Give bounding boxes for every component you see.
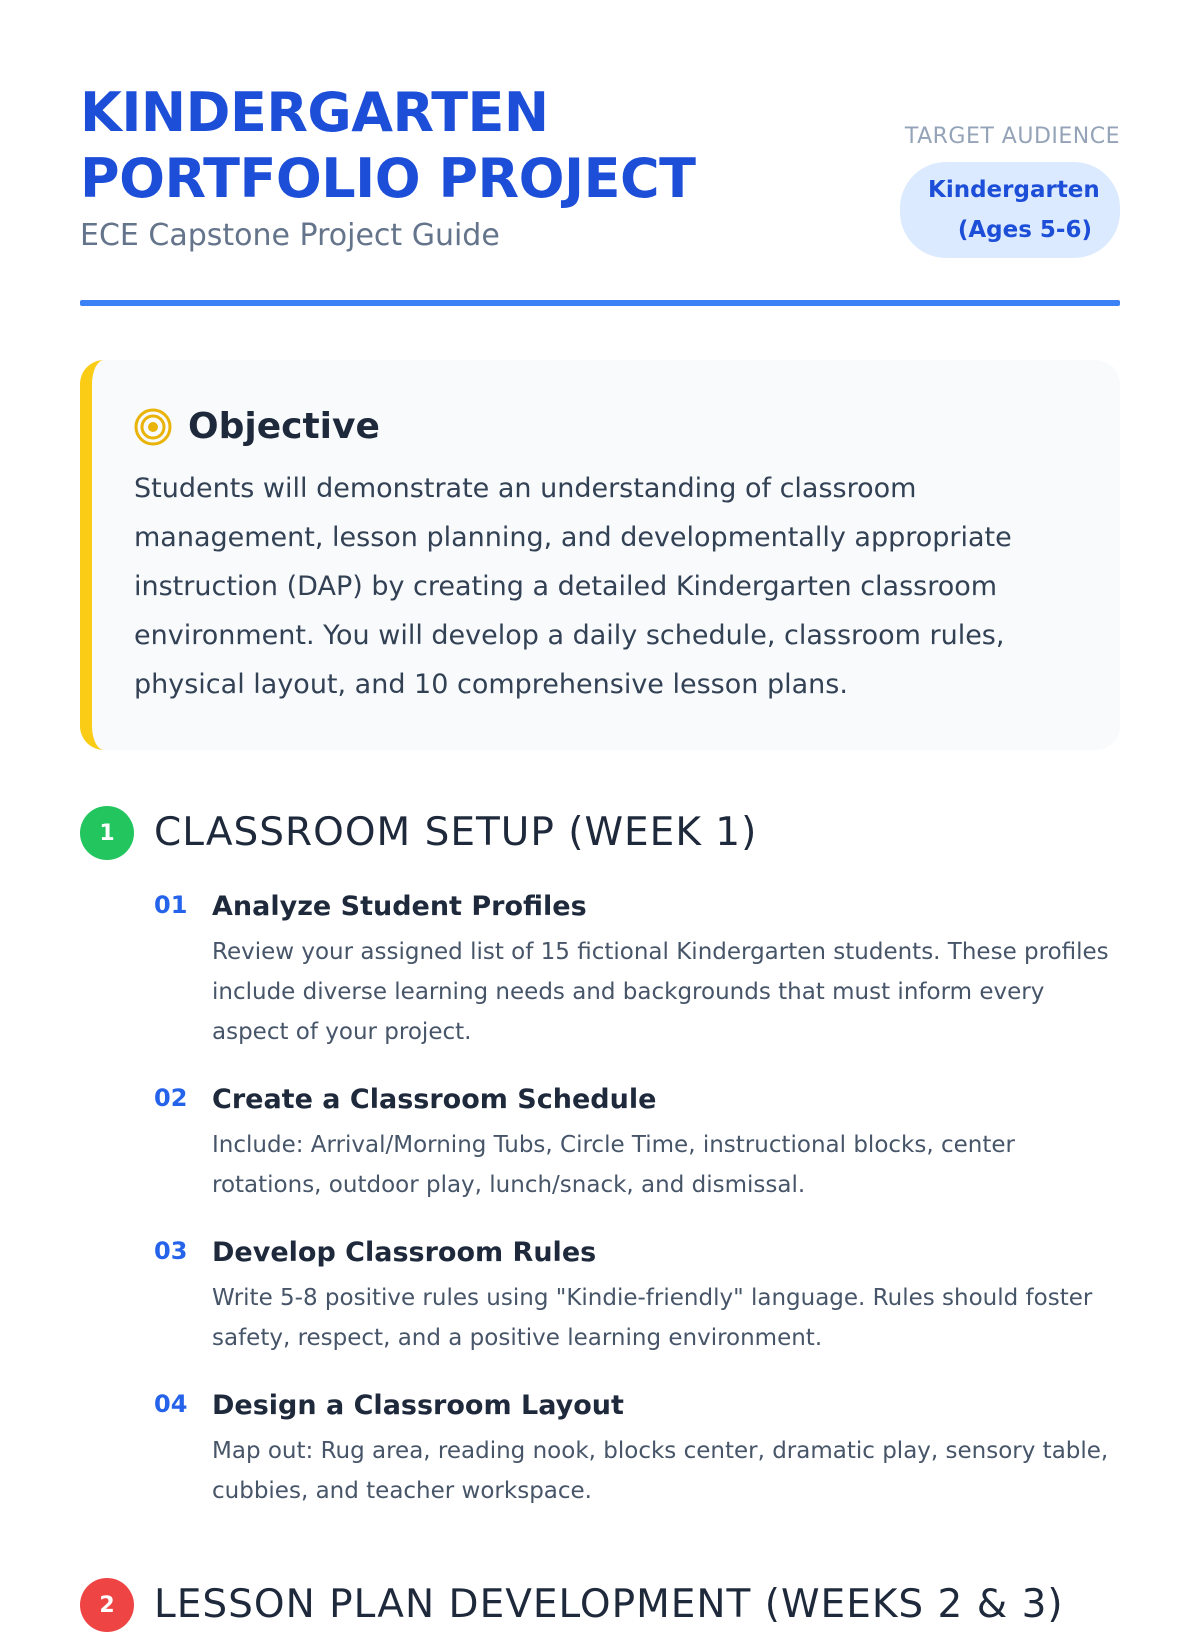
step-title: Design a Classroom Layout: [212, 1390, 624, 1421]
target-audience-block: [900, 122, 1120, 258]
step-number: 02: [154, 1084, 188, 1112]
target-audience-badge: Kindergarten (Ages 5-6): [900, 162, 1120, 258]
objective-body: Students will demonstrate an understanding of classroom management, lesson planning, and developmentally appropriate instruction (DAP) by creating a detailed Kindergarten classroom environment. You will develop a daily schedule, classroom rules, physical layout, and 10 comprehensive lesson plans.: [134, 473, 1012, 700]
section-1-title: CLASSROOM SETUP (WEEK 1): [154, 810, 758, 855]
step-description: Review your assigned list of 15 fictional Kindergarten students. These profiles include diverse learning needs and backgrounds that must inform every aspect of your project.: [212, 939, 1109, 1045]
step-description: Include: Arrival/Morning Tubs, Circle Time, instructional blocks, center rotations, outdoor play, lunch/snack, and dismissal.: [212, 1132, 1015, 1198]
page-header: [80, 80, 1120, 290]
objective-heading: [134, 402, 380, 452]
step-number: 03: [154, 1237, 188, 1265]
objective-title: Objective: [188, 406, 380, 447]
objective-card: [80, 360, 1120, 750]
step-title: Develop Classroom Rules: [212, 1237, 597, 1268]
step-number: 01: [154, 891, 188, 919]
step-number: 04: [154, 1390, 188, 1418]
project-guide-page: [80, 0, 1120, 1627]
page-title-line-1: KINDERGARTEN: [80, 81, 549, 144]
section-2-number-badge: 2: [80, 1578, 134, 1632]
target-audience-label: TARGET AUDIENCE: [904, 124, 1120, 149]
section-2-title: LESSON PLAN DEVELOPMENT (WEEKS 2 & 3): [154, 1582, 1064, 1627]
section-2-heading: [80, 1578, 1064, 1632]
page-subtitle: ECE Capstone Project Guide: [80, 218, 500, 253]
step-description: Write 5-8 positive rules using "Kindie-friendly" language. Rules should foster safety, respect, and a positive learning environment.: [212, 1285, 1093, 1351]
step-description: Map out: Rug area, reading nook, blocks center, dramatic play, sensory table, cubbies, and teacher workspace.: [212, 1438, 1109, 1504]
target-icon: [134, 408, 172, 446]
step-title: Analyze Student Profiles: [212, 891, 587, 922]
page-title-line-2: PORTFOLIO PROJECT: [80, 147, 696, 210]
header-divider: [80, 300, 1120, 306]
section-1-heading: [80, 806, 757, 860]
section-1-number-badge: 1: [80, 806, 134, 860]
step-title: Create a Classroom Schedule: [212, 1084, 657, 1115]
